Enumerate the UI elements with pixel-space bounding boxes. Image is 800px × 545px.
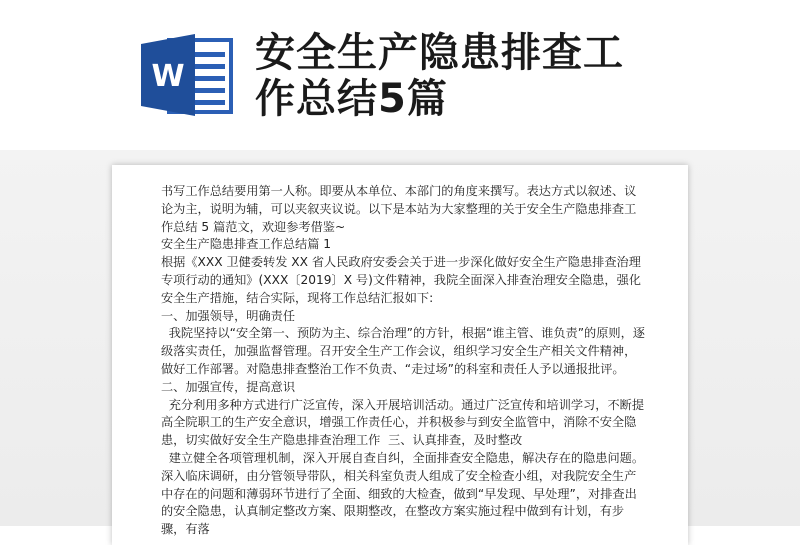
logo-letter: W <box>151 59 185 94</box>
subheading: 一、加强领导，明确责任 <box>161 308 296 323</box>
title-line-2: 作总结5篇 <box>255 76 448 122</box>
body-paragraph: 充分利用多种方式进行广泛宣传，深入开展培训活动。通过广泛宣传和培训学习，不断提高全院职工的生产安全意识，增强工作责任心，并积极参与到安全监管中，消除不安全隐患，切实做好安全生产隐患排查治理工作 三、认真排查，及时整改 <box>161 397 645 448</box>
title-line-1: 安全生产隐患排查工 <box>255 30 624 76</box>
intro-paragraph: 书写工作总结要用第一人称。即要从本单位、本部门的角度来撰写。表达方式以叙述、议论为主，说明为辅，可以夹叙夹议说。以下是本站为大家整理的关于安全生产隐患排查工作总结 5 篇范文，欢迎参考借鉴~ <box>161 184 637 234</box>
body-paragraph: 我院坚持以“安全第一、预防为主、综合治理”的方针，根据“谁主管、谁负责”的原则，逐级落实责任，加强监督管理。召开安全生产工作会议，组织学习安全生产相关文件精神，做好工作部署。对隐患排查整治工作不负责、“走过场”的科室和责任人予以通报批评。 二、加强宣传，提高意识 <box>161 326 645 394</box>
body-paragraph: 根据《XXX 卫健委转发 XX 省人民政府安委会关于进一步深化做好安全生产隐患排查治理专项行动的通知》(XXX〔2019〕X 号)文件精神，我院全面深入排查治理安全隐患，强化安全生产措施，结合实际，现将工作总结汇报如下: <box>161 255 641 305</box>
section-heading: 安全生产隐患排查工作总结篇 1 <box>161 237 332 252</box>
header <box>0 0 800 150</box>
word-logo-icon <box>139 34 237 116</box>
page-title <box>255 30 795 122</box>
body-paragraph: 建立健全各项管理机制，深入开展自查自纠，全面排查安全隐患，解决存在的隐患问题。深入临床调研，由分管领导带队，相关科室负责人组成了安全检查小组，对我院安全生产中存在的问题和薄弱环节进行了全面、细致的大检查，做到“早发现、早处理”，对排查出的安全隐患，认真制定整改方案、限期整改，在整改方案实施过程中做到有计划，有步骤，有落 <box>161 450 645 537</box>
document-content <box>161 183 647 539</box>
